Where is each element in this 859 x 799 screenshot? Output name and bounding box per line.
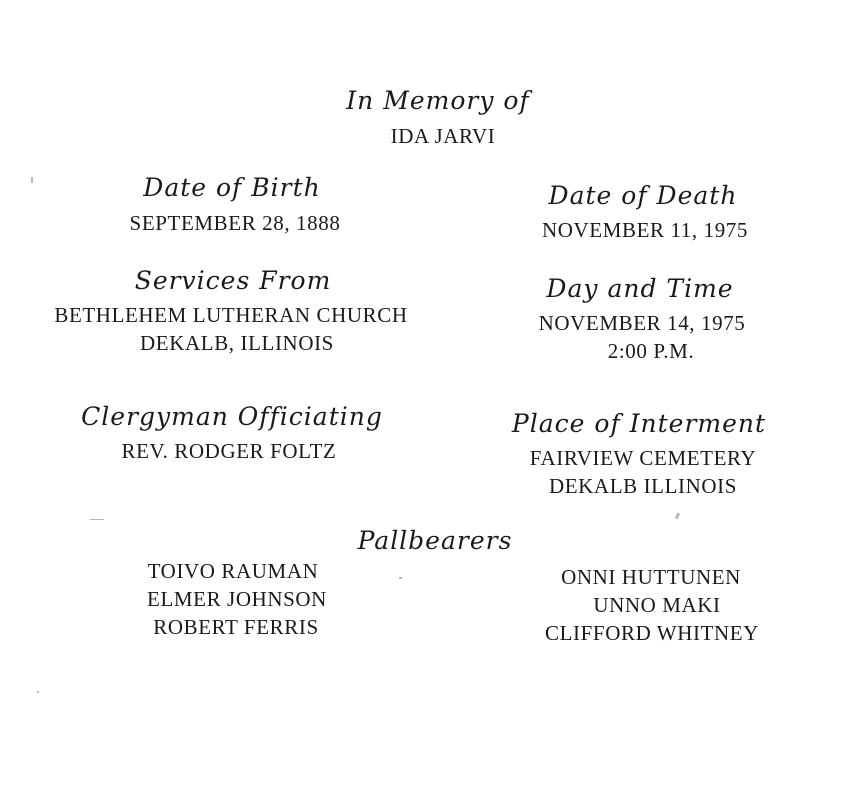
pallbearer-right-3: CLIFFORD WHITNEY <box>545 621 759 645</box>
date-of-birth-value: SEPTEMBER 28, 1888 <box>129 211 341 235</box>
scan-speck <box>31 177 33 183</box>
interment-cemetery: FAIRVIEW CEMETERY <box>529 446 757 470</box>
day-and-time-label: Day and Time <box>546 274 734 303</box>
services-city: DEKALB, ILLINOIS <box>140 331 334 355</box>
clergyman-label: Clergyman Officiating <box>81 402 383 431</box>
pallbearer-left-3: ROBERT FERRIS <box>153 615 319 639</box>
date-of-death-label: Date of Death <box>548 181 738 210</box>
interment-label: Place of Interment <box>511 409 767 438</box>
scan-speck <box>675 513 680 520</box>
services-church: BETHLEHEM LUTHERAN CHURCH <box>54 303 408 327</box>
in-memory-heading: In Memory of <box>346 86 530 115</box>
date-of-death-value: NOVEMBER 11, 1975 <box>541 218 749 242</box>
pallbearer-right-1: ONNI HUTTUNEN <box>561 565 741 589</box>
services-from-label: Services From <box>134 266 332 295</box>
pallbearer-left-1: TOIVO RAUMAN <box>147 559 319 583</box>
pallbearer-right-2: UNNO MAKI <box>593 593 721 617</box>
scan-speck <box>37 691 39 693</box>
service-time: 2:00 P.M. <box>607 339 695 363</box>
scan-speck <box>90 519 104 520</box>
interment-city: DEKALB ILLINOIS <box>548 474 738 498</box>
date-of-birth-label: Date of Birth <box>143 173 321 202</box>
clergyman-name: REV. RODGER FOLTZ <box>121 439 337 463</box>
scan-speck <box>399 577 402 579</box>
pallbearer-left-2: ELMER JOHNSON <box>147 587 327 611</box>
deceased-name: IDA JARVI <box>390 124 496 148</box>
pallbearers-label: Pallbearers <box>357 526 513 555</box>
service-date: NOVEMBER 14, 1975 <box>538 311 746 335</box>
